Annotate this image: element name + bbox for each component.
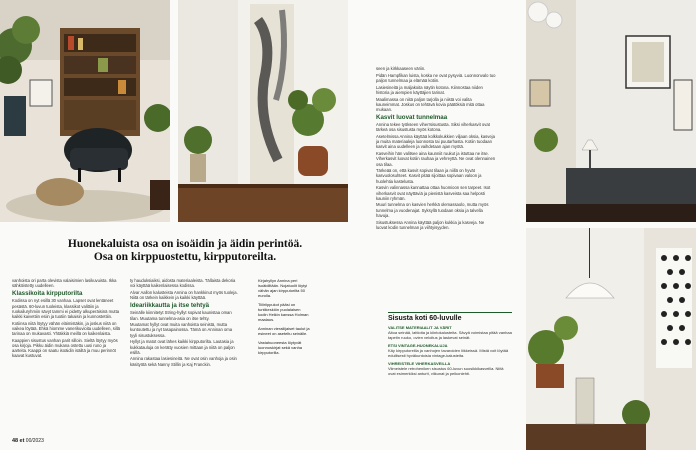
page-number: 48: [12, 438, 19, 444]
paragraph: Annina tekee työkseen viherrsisustusta. Siksi viherkasvit ovat tärkeä osa sisustusta myös kotona.: [376, 122, 490, 133]
tip-heading: ETSI VINTAGE-HUONEKALUJA: [388, 343, 448, 348]
paragraph: Pidän Hampfikan luista, koska ne ovat pysyviä. Luonnonvalo tuo paljon tunnelmaa ja elämää kotiin.: [376, 72, 496, 83]
paragraph: Seinälle kiinnitetyt String-hyllyt sopivat kaunistaa oman tilan. Muutama tunnelma-asia on itse tehty.: [130, 310, 232, 321]
paragraph: Kasvin valinnassa kannattaa ottaa huomioon sen tarpeet. Isot viherkasvit ovat näyttäviä ja pienistä kasveista saa helposti kauniin ryhmän.: [376, 185, 491, 201]
paragraph: ty hauduksiaiksi, aidosta materiaaleista. Tällaista dekoria voi käyttää kaikenlaisessa kodissa.: [130, 278, 236, 289]
tip-body: Käy kirpputoreilla ja vanhojen tavaroiden liikkeissä. Mistä voit löytää edullisesti hyväkuntoisia vintage-kalusteita.: [388, 348, 509, 358]
paragraph: Kodissa on nyt esillä 30 vanhaa. Lapset ovat lentäneet pesästä. 60-luvun tuoleista, klassikot valittiin ja ruokailuryhmiin sävyt tammi ei pidetty alkuperäisinä mutta kaikki kaivettiin esiin ja tuotiin takaisin ja kunnostettiin.: [12, 298, 120, 320]
magazine-logo: et: [19, 438, 25, 444]
tip-body: Viimeistele retroheniken sisustus 60-luvun suosikkikasveilla. Niitä ovat esimerkiksi anturit, viikunat ja peikonlehti.: [388, 366, 504, 376]
tip-body: Aitoa seinää, lattioita ja kiintokalusteita. Sävyä voimistaa pitää vanhaa tapetin ruuko, ovien veloitus ja laskevat seinät.: [388, 330, 512, 340]
paragraph: Sisustuksessa Annina käyttää paljon kukkia ja kasveja. Ne luovat kodin tunnelman ja viihtyisyyden.: [376, 219, 485, 230]
paragraph: Asetelmissa Annina käyttää kolkkokukkien viljaan oksia, kasveja ja muita materiaaleja luonnosta tai puutarhasta. Kotiin tuodaan kasvit aina uudelleen ja vaihdetaan ajan myötä.: [376, 134, 495, 150]
tip-box: [388, 312, 512, 376]
section-heading: Ideariikkautta ja itse tehtyä: [130, 302, 210, 310]
right-page: [348, 0, 696, 450]
paragraph: Muuri tunnelma on kasvien herkkä olemassaolo, mutta myös tunnelma ja vuodenajat. Syksyllä tuodaan oksia ja talvella havuja.: [376, 202, 489, 218]
caption: Anninan vierailijaiset taulut ja esineet on aseteltu seinälle.: [258, 326, 310, 336]
caption: Tiiliriippukot pääsi on tuntikeskiön puolalaisen kodin Heikin kanssa Holman maalaus.: [258, 302, 309, 322]
folio: [12, 438, 44, 444]
headline-line-1: Huonekaluista osa on isoäidin ja äidin perintöä.: [67, 238, 303, 250]
paragraph: seen ja kirkkaaseen väriin.: [376, 66, 426, 71]
body-column-3: [376, 66, 496, 302]
tip-heading: VALITSE MATERIAALIT JA VÄRIT: [388, 325, 452, 330]
plant-window-photo: [178, 0, 348, 222]
paragraph: Lasiesineitä ja maljakoita näytin kotona. Kiinnostaa niiden historia ja aiempien käyttäjien tarinat.: [376, 84, 483, 95]
section-heading: Klassikoita kirpputorilta: [12, 290, 83, 298]
paragraph: Muutamat hyllyt ovat muita vanhoista seinistä, mutta kuntoutettu ja nyt tasapainossa. Tämä on Anninan oma tyyli sisustuksessa.: [130, 322, 233, 338]
living-room-photo: [0, 0, 170, 222]
captions: [258, 278, 310, 359]
paragraph: Tärkeää on, että kasvit sopivat tilaan ja niillä on hyvät kasvuolosuhteet. Kasvit pitää sijoittaa sopivaan valoon ja huolehtia kastelusta.: [376, 168, 482, 184]
caption: Kirjahyllyn Annina peri isoäidiltään. Nojatuolit löytyi vähän ajan kirpputorilta 50 eurolla.: [258, 278, 308, 298]
tip-heading: VIHREISTELE VIHERKASVEILLA: [388, 361, 451, 366]
paragraph: Kasveihin hän valitsee aina kaunniit ruukut ja istuttaa ne itse. Viherkasvit luovat kotiin rauhaa ja vehreyttä. Ne ovat olennainen osa tilaa.: [376, 151, 496, 167]
pendant-lamp-photo: [526, 228, 696, 450]
paragraph: Alvar Aallon kalusteista Annina on hankkinut myös tuoleja. Niitä on tärkein kaikkein ja kaikki käyttää.: [130, 289, 238, 301]
issue-number: 00/2023: [25, 438, 44, 444]
paragraph: Kotiinsa niitä löytyy vähän eläimistäkin, ja joskus niitä on vaikea löytää. Ehkä hiomme vanerikuvioita uudelleen, sillä tarinaa on mukavasti. Yhtäkkiä meillä on kaikenlaista.: [12, 320, 121, 337]
paragraph: Kaappien sisustus vanhan parit silloin. Sieltä löytyy myös osa kirjoja. Pikku äidin mukana ostettu uusi runo ja aarteita. Kaappi on saatu isoäidin isäiltä ja muu perinnöt kaavat kustuvat.: [12, 337, 118, 359]
section-heading: Kasvit luovat tunnelmaa: [376, 114, 448, 122]
art-wall-photo: [526, 0, 696, 222]
paragraph: Maalimassa on niitä paljon tarjolla ja niistä voi valita kauneimmat. Joskus on tehtävä kovia päätöksiä mitä ottaa mukaan.: [376, 96, 485, 112]
paragraph: Hyllyt ja matot ovat lähes kaikki kirpputorilta. Lautasia ja kukkatauluja on kerätty vuosien mittaan ja niitä on paljon esillä.: [130, 339, 235, 355]
paragraph: Annina rakastaa lasiesineitä. Ne ovat osin vanhoja ja osin käsityötä sekä Nanny Stillin ja Kaj Franckin.: [130, 356, 237, 367]
tip-box-title: Sisusta koti 60-luvulle: [388, 312, 512, 321]
paragraph: vanhoista ori parta olevista valaisimien lasikuvuista. Ikka sähköistetty uudelleen.: [12, 278, 117, 289]
body-column-2: [130, 278, 240, 438]
caption: Vastahuoneesta löytyvät luonnoskirjat sekä vanha kirpputorilla.: [258, 340, 303, 355]
body-column-1: [12, 278, 122, 438]
headline-line-2: Osa on kirppuostettu, kirpputoreilta.: [93, 251, 277, 263]
headline: [40, 238, 330, 264]
